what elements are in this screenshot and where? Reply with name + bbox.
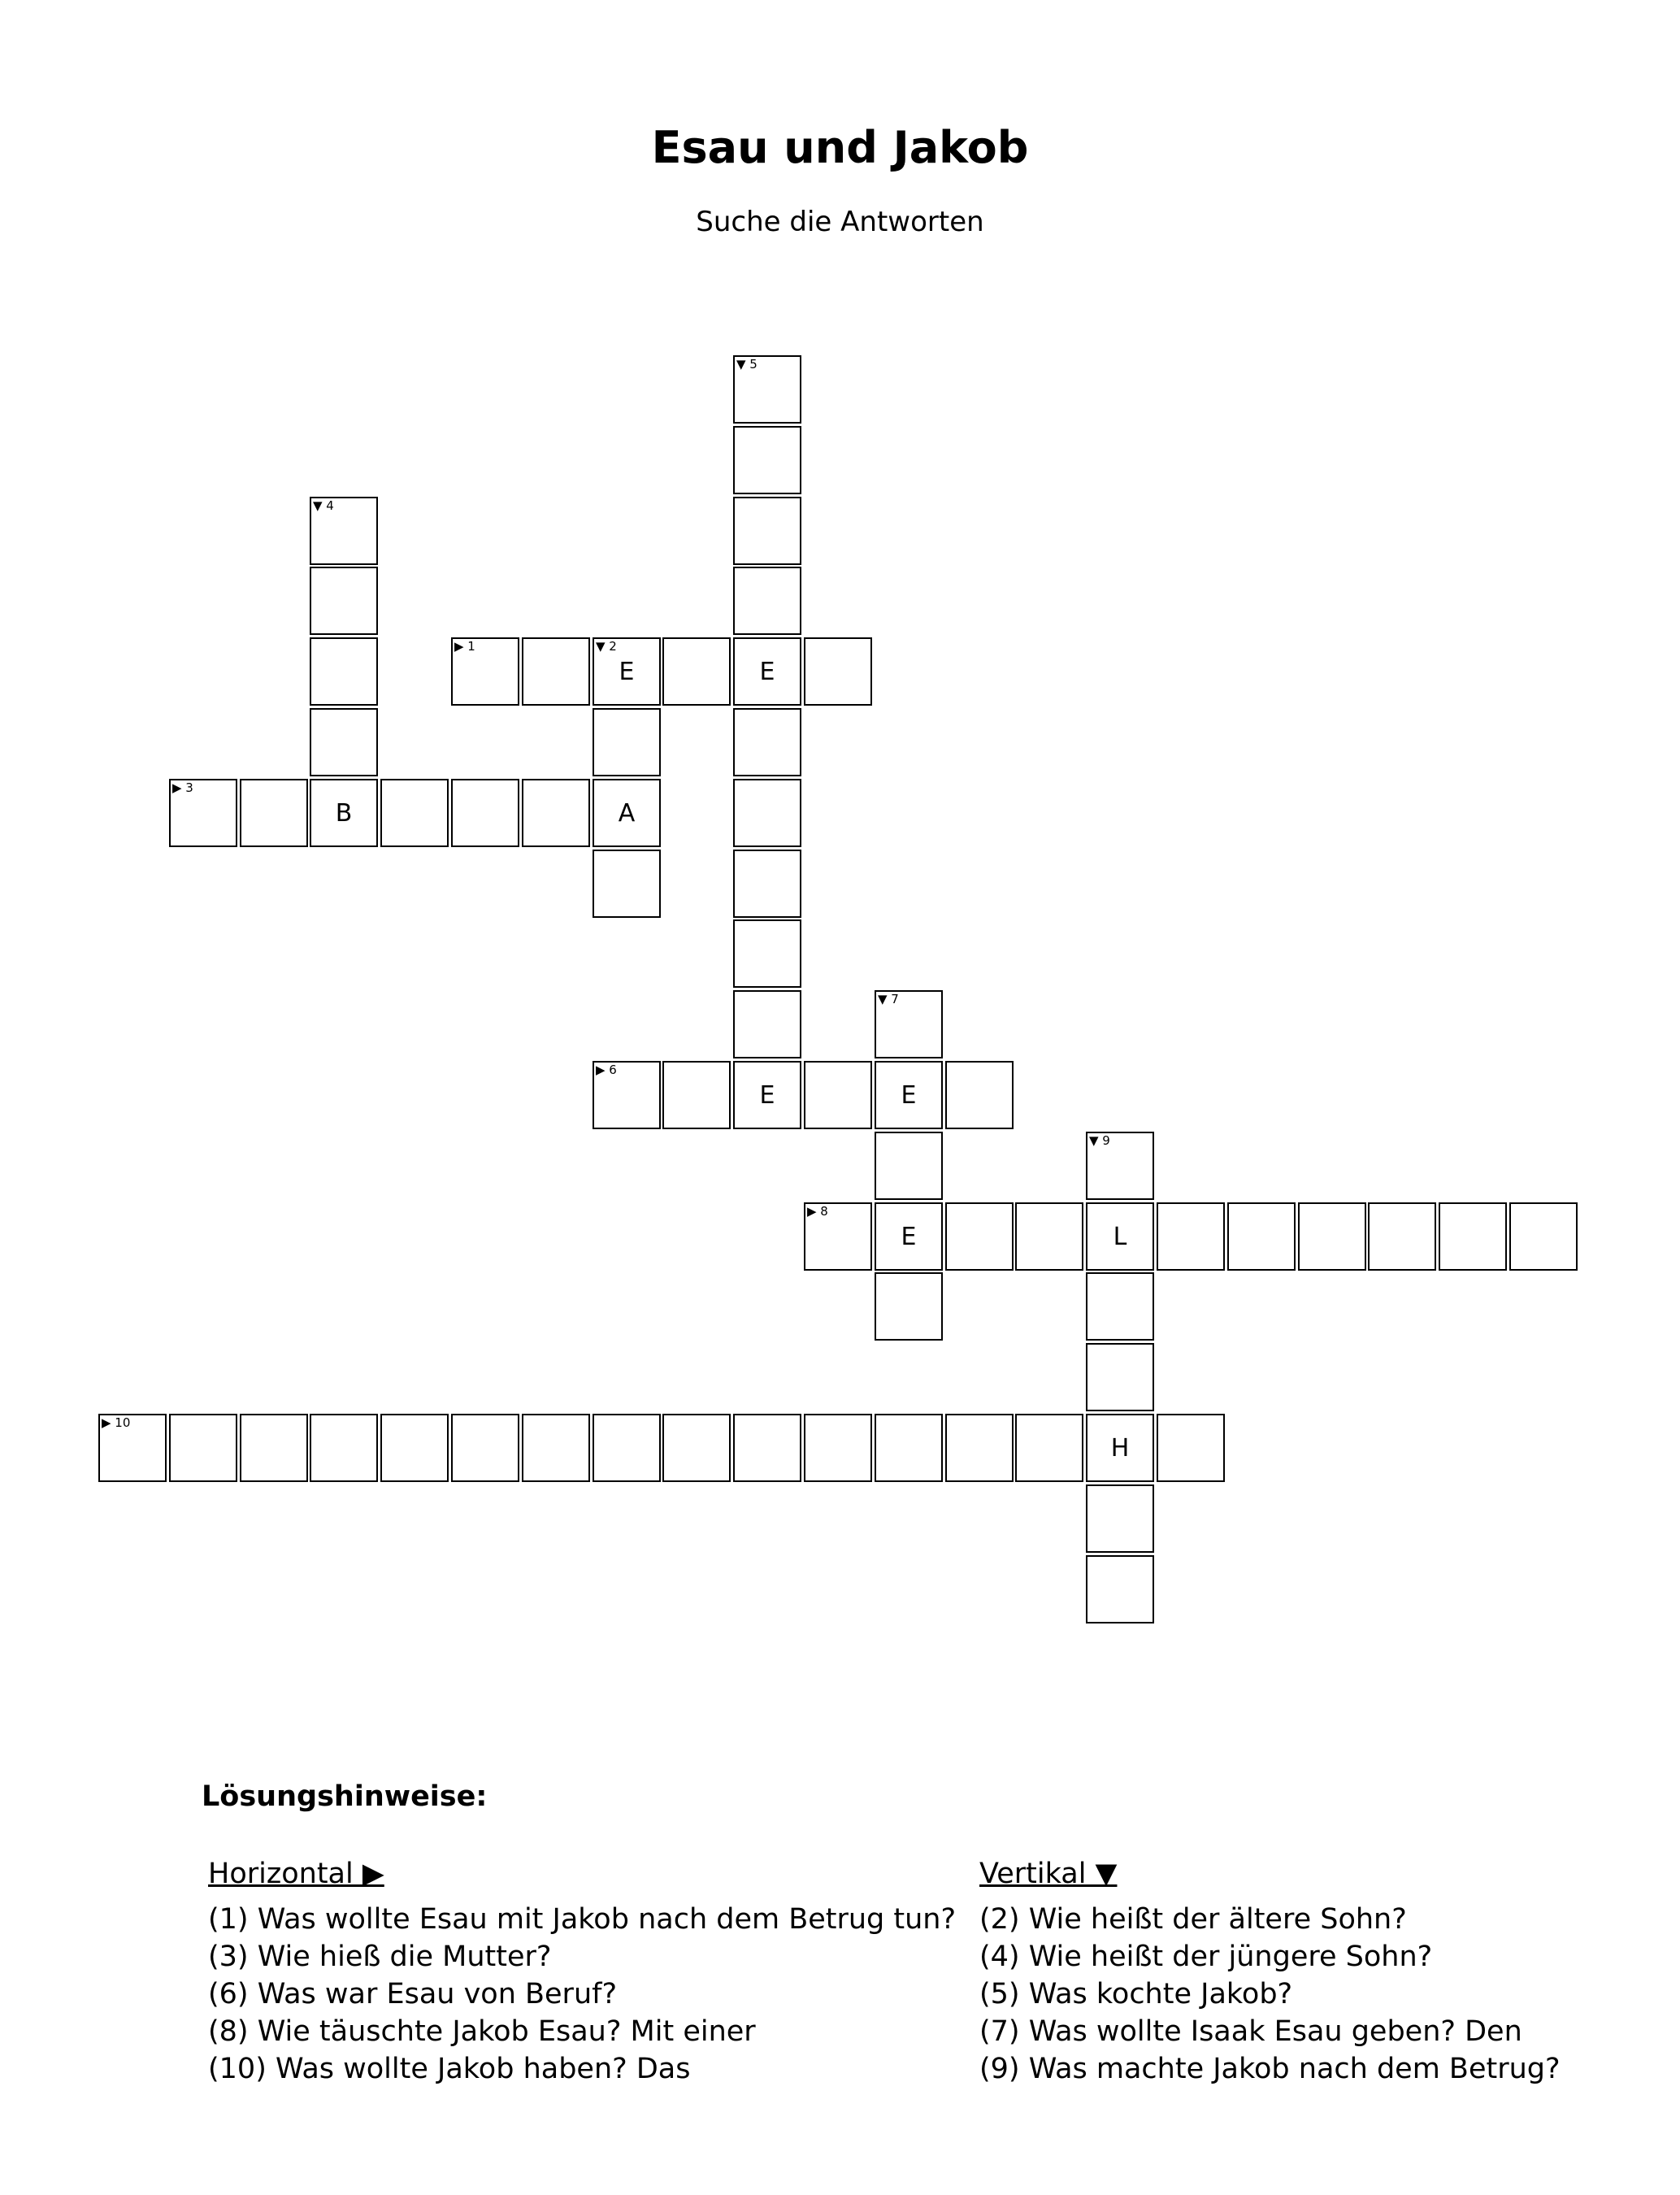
horizontal-clues [208,1855,956,2088]
clue-number: ▶ 6 [596,1063,617,1077]
crossword-cell[interactable] [1015,1414,1083,1482]
crossword-cell[interactable] [593,637,661,706]
crossword-cell[interactable] [1086,1202,1154,1271]
crossword-cell[interactable] [593,779,661,847]
clue-down-2: (2) Wie heißt der ältere Sohn? [979,1903,1407,1936]
crossword-cell[interactable] [1086,1132,1154,1200]
cell-letter: H [1110,1433,1130,1463]
crossword-cell[interactable] [310,497,378,565]
crossword-cell[interactable] [522,637,590,706]
crossword-cell[interactable] [945,1414,1014,1482]
crossword-cell[interactable] [451,637,519,706]
clue-down-7: (7) Was wollte Isaak Esau geben? Den [979,2015,1522,2048]
cell-letter: E [759,1080,775,1110]
crossword-cell[interactable] [875,990,943,1058]
cell-letter: A [618,798,636,828]
crossword-cell[interactable] [310,1414,378,1482]
clue-across-10: (10) Was wollte Jakob haben? Das [208,2053,691,2085]
crossword-cell[interactable] [240,779,308,847]
clue-number: ▶ 8 [807,1204,828,1219]
crossword-cell[interactable] [804,1414,872,1482]
crossword-cell[interactable] [662,637,731,706]
crossword-cell[interactable] [662,1414,731,1482]
clue-down-5: (5) Was kochte Jakob? [979,1978,1293,2010]
crossword-cell[interactable] [733,1414,801,1482]
crossword-cell[interactable] [875,1272,943,1341]
crossword-cell[interactable] [310,637,378,706]
horizontal-heading: Horizontal ▶ [208,1858,384,1890]
page-subtitle: Suche die Antworten [696,206,984,238]
crossword-cell[interactable] [1086,1272,1154,1341]
crossword-cell[interactable] [733,708,801,776]
crossword-cell[interactable] [733,567,801,635]
crossword-cell[interactable] [240,1414,308,1482]
crossword-cell[interactable] [310,567,378,635]
crossword-cell[interactable] [733,637,801,706]
crossword-cell[interactable] [451,779,519,847]
crossword-cell[interactable] [1086,1414,1154,1482]
clue-number: ▶ 1 [454,639,475,654]
clue-number: ▶ 3 [172,780,193,795]
crossword-cell[interactable] [169,779,237,847]
crossword-cell[interactable] [593,1414,661,1482]
crossword-cell[interactable] [380,779,449,847]
crossword-cell[interactable] [98,1414,167,1482]
clue-number: ▼ 2 [596,639,617,654]
crossword-cell[interactable] [310,779,378,847]
clue-across-6: (6) Was war Esau von Beruf? [208,1978,618,2010]
crossword-cell[interactable] [1227,1202,1296,1271]
crossword-cell[interactable] [804,637,872,706]
crossword-cell[interactable] [1086,1484,1154,1553]
cell-letter: B [335,798,353,828]
crossword-cell[interactable] [1157,1414,1225,1482]
crossword-cell[interactable] [593,1061,661,1129]
hints-heading: Lösungshinweise: [202,1780,488,1813]
page-title: Esau und Jakob [651,122,1029,173]
crossword-cell[interactable] [733,990,801,1058]
clue-number: ▼ 4 [313,498,334,513]
clue-number: ▼ 9 [1089,1133,1110,1148]
clue-number: ▼ 7 [878,992,899,1006]
crossword-cell[interactable] [733,919,801,988]
crossword-cell[interactable] [522,779,590,847]
crossword-cell[interactable] [1509,1202,1578,1271]
crossword-cell[interactable] [875,1414,943,1482]
cell-letter: L [1113,1222,1127,1251]
crossword-cell[interactable] [1368,1202,1436,1271]
vertical-heading: Vertikal ▼ [979,1858,1118,1890]
crossword-cell[interactable] [1086,1555,1154,1623]
crossword-cell[interactable] [1015,1202,1083,1271]
clue-across-8: (8) Wie täuschte Jakob Esau? Mit einer [208,2015,756,2048]
crossword-cell[interactable] [733,355,801,424]
crossword-cell[interactable] [945,1202,1014,1271]
crossword-cell[interactable] [169,1414,237,1482]
clue-down-4: (4) Wie heißt der jüngere Sohn? [979,1941,1433,1973]
crossword-cell[interactable] [733,426,801,494]
cell-letter: E [759,657,775,686]
crossword-cell[interactable] [1439,1202,1507,1271]
crossword-cell[interactable] [875,1132,943,1200]
cell-letter: E [619,657,635,686]
cell-letter: E [901,1080,917,1110]
crossword-cell[interactable] [380,1414,449,1482]
crossword-cell[interactable] [804,1061,872,1129]
clue-number: ▼ 5 [736,357,758,372]
crossword-cell[interactable] [451,1414,519,1482]
crossword-cell[interactable] [733,497,801,565]
crossword-cell[interactable] [522,1414,590,1482]
vertical-clues [979,1855,1561,2088]
crossword-cell[interactable] [662,1061,731,1129]
crossword-cell[interactable] [593,708,661,776]
cell-letter: E [901,1222,917,1251]
crossword-cell[interactable] [733,779,801,847]
clue-down-9: (9) Was machte Jakob nach dem Betrug? [979,2053,1561,2085]
clue-number: ▶ 10 [102,1415,131,1430]
crossword-cell[interactable] [733,1061,801,1129]
crossword-cell[interactable] [945,1061,1014,1129]
crossword-cell[interactable] [593,850,661,918]
crossword-cell[interactable] [804,1202,872,1271]
clue-across-3: (3) Wie hieß die Mutter? [208,1941,552,1973]
crossword-cell[interactable] [1298,1202,1366,1271]
crossword-cell[interactable] [875,1202,943,1271]
crossword-cell[interactable] [310,708,378,776]
crossword-cell[interactable] [1086,1343,1154,1411]
crossword-cell[interactable] [1157,1202,1225,1271]
crossword-cell[interactable] [875,1061,943,1129]
clue-across-1: (1) Was wollte Esau mit Jakob nach dem Betrug tun? [208,1903,957,1936]
crossword-cell[interactable] [733,850,801,918]
